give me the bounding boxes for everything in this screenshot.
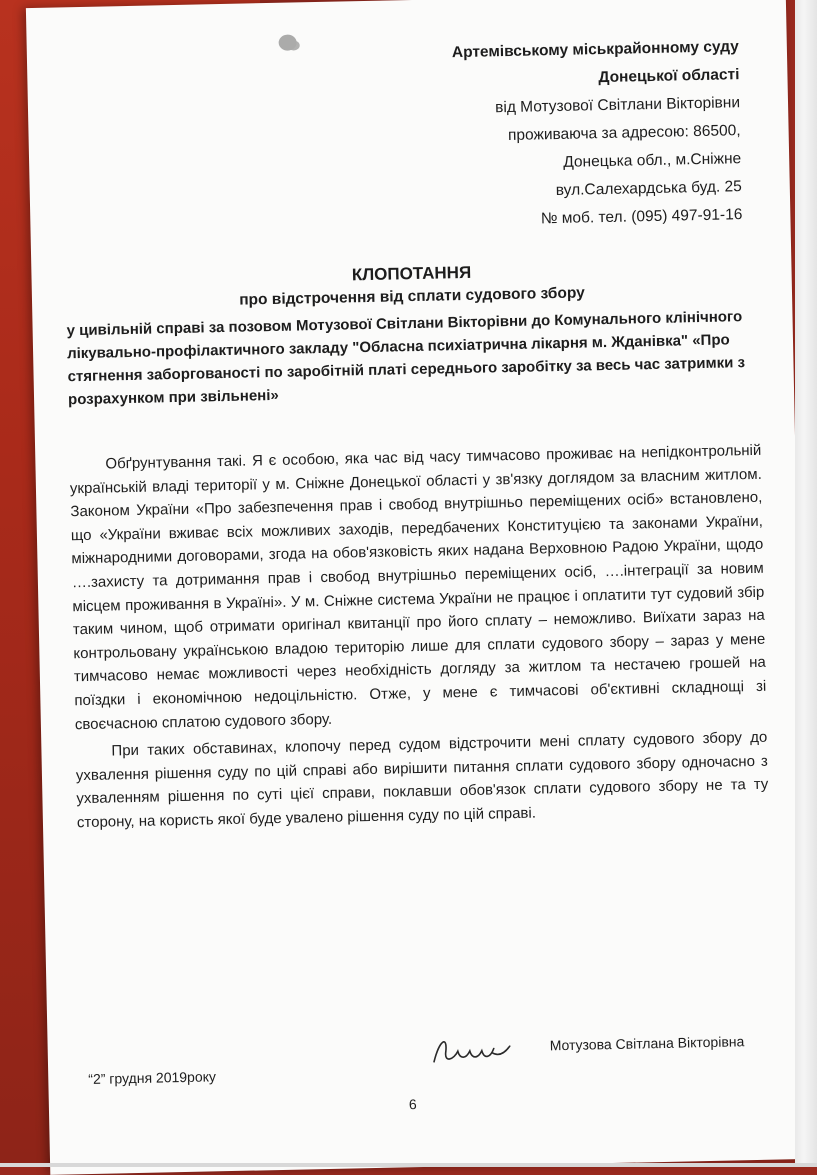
- signature-date: “2” грудня 2019року: [88, 1068, 217, 1088]
- addressee-block: [452, 33, 743, 235]
- document-subtitle: про відстрочення від сплати судового збору: [239, 284, 585, 309]
- sender-address-line: Донецька обл., м.Сніжне: [563, 150, 742, 171]
- case-description: у цивільній справі за позовом Мотузової Світлани Вікторівни до Комунального клінічного лікувально-профілактичного закладу "Обласна психіатрична лікарня м. Жданівка" «Про стягнення заборгованості по заробітній платі середнього заробітку за весь час затримки з розрахунком при звільнені»: [66, 308, 746, 409]
- sender-address-line: вул.Салехардська буд. 25: [555, 178, 742, 200]
- court-name: Артемівському міськрайонному суду: [451, 38, 740, 62]
- document-page: [26, 0, 810, 1175]
- ink-smudge: [278, 34, 296, 50]
- document-title: КЛОПОТАННЯ: [351, 262, 472, 285]
- sender-address-line: проживаюча за адресою: 86500,: [507, 122, 741, 145]
- signatory-name: Мотузова Світлана Вікторівна: [549, 1033, 745, 1054]
- sender-name: від Мотузової Світлани Вікторівни: [494, 94, 741, 117]
- bottom-edge: [0, 1163, 817, 1167]
- sender-phone: № моб. тел. (095) 497-91-16: [540, 206, 743, 228]
- handwritten-signature: [425, 1028, 516, 1070]
- court-region: Донецької області: [598, 66, 740, 87]
- body-paragraph: Обґрунтування такі. Я є особою, яка час від часу тимчасово проживає на непідконтрольній українській владі території у м. Сніжне Донецької області у зв'язку доглядом за власним житлом. Законом України «Про забезпечення прав і свобод внутрішньо переміщених осіб» встановлено, що «України вживає всіх можливих заходів, передбачених Конституцією та законами України, міжнародними договорами, згода на обов'язковість яких надана Верховною Радою України, щодо ….захисту та дотримання прав і свобод внутрішньо переміщених осіб, ….інтеграції за новим місцем проживання в Україні». У м. Сніжне система України не працює і оплатити тут судовий збір таким чином, щоб отримати оригінал квитанції про його сплату – неможливо. Виїхати зараз на контрольовану українською владою територію лише для сплати судового збору – зараз у мене тимчасово немає можливості через необхідність догляду за житлом та нестачею грошей на поїздки і економічною недоцільністю. Отже, у мене є тимчасові об'єктивні складнощі зі своєчасною сплатою судового збору.: [69, 441, 767, 733]
- page-number: 6: [408, 1096, 417, 1113]
- document-body: [69, 439, 769, 839]
- body-paragraph: При таких обставинах, клопочу перед судом відстрочити мені сплату судового збору до ухвалення рішення суду по цій справі або вирішити питання сплати судового збору одночасно з ухваленням рішення по суті цієї справи, поклавши обов'язок сплати судового збору не та ту сторону, на користь якої буде увалено рішення суду по цій справі.: [75, 728, 769, 832]
- stacked-pages-edge: [795, 0, 817, 1167]
